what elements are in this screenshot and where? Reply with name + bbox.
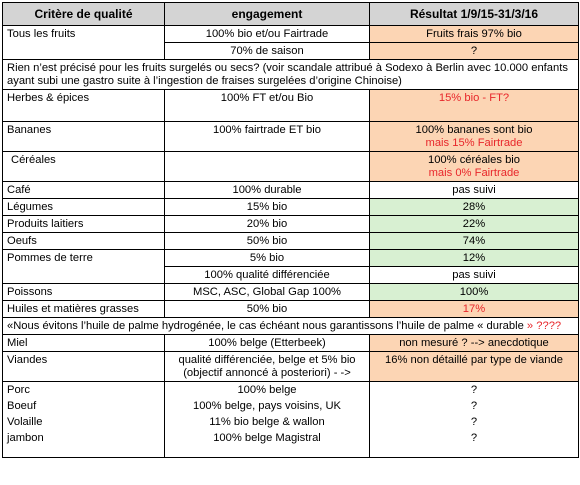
note-huile-questions: » ???? [523, 320, 562, 332]
label-oeufs: Oeufs [3, 233, 165, 250]
label-huiles: Huiles et matières grasses [3, 301, 165, 318]
row-fruits [3, 26, 579, 43]
label-jambon: jambon [3, 430, 165, 458]
res-bananes-line2: mais 15% Fairtrade [425, 137, 523, 149]
row-huiles [3, 301, 579, 318]
label-legumes: Légumes [3, 199, 165, 216]
eng-laitiers: 20% bio [165, 216, 370, 233]
eng-miel: 100% belge (Etterbeek) [165, 335, 370, 352]
res-bananes-line1: 100% bananes sont bio [415, 124, 533, 136]
eng-pommes-1: 5% bio [165, 250, 370, 267]
res-pommes-2: pas suivi [370, 267, 579, 284]
row-pommes [3, 250, 579, 267]
note-huile [3, 318, 579, 335]
label-fruits: Tous les fruits [3, 26, 165, 60]
res-jambon: ? [370, 430, 579, 458]
eng-cereales [165, 152, 370, 182]
label-viandes: Viandes [3, 352, 165, 382]
label-laitiers: Produits laitiers [3, 216, 165, 233]
eng-viandes: qualité différenciée, belge et 5% bio (objectif annoncé à posteriori) - -> [165, 352, 370, 382]
res-bananes [370, 122, 579, 152]
label-volaille: Volaille [3, 414, 165, 430]
row-volaille [3, 414, 579, 430]
eng-pommes-2: 100% qualité différenciée [165, 267, 370, 284]
res-laitiers: 22% [370, 216, 579, 233]
res-porc: ? [370, 382, 579, 399]
res-boeuf: ? [370, 398, 579, 414]
eng-jambon: 100% belge Magistral [165, 430, 370, 458]
eng-volaille: 11% bio belge & wallon [165, 414, 370, 430]
header-row [3, 3, 579, 26]
label-boeuf: Boeuf [3, 398, 165, 414]
res-oeufs: 74% [370, 233, 579, 250]
row-miel [3, 335, 579, 352]
row-poissons [3, 284, 579, 301]
res-herbes: 15% bio - FT? [370, 90, 579, 122]
label-pommes: Pommes de terre [3, 250, 165, 284]
eng-legumes: 15% bio [165, 199, 370, 216]
res-cereales [370, 152, 579, 182]
eng-boeuf: 100% belge, pays voisins, UK [165, 398, 370, 414]
eng-herbes: 100% FT et/ou Bio [165, 90, 370, 122]
label-cereales: Céréales [3, 152, 165, 182]
label-poissons: Poissons [3, 284, 165, 301]
res-huiles: 17% [370, 301, 579, 318]
row-note-huile [3, 318, 579, 335]
note-huile-text: «Nous évitons l’huile de palme hydrogénée, le cas échéant nous garantissons l’huile de palme « durable [7, 320, 524, 332]
res-miel: non mesuré ? --> anecdotique [370, 335, 579, 352]
note-fruits: Rien n’est précisé pour les fruits surgelés ou secs? (voir scandale attribué à Sodexo à Berlin avec 10.000 enfants ayant subi une gastro suite à l’ingestion de fraises surgelées d’origine Chinoise) [3, 60, 579, 90]
quality-table [2, 2, 579, 458]
row-boeuf [3, 398, 579, 414]
row-cereales [3, 152, 579, 182]
res-cafe: pas suivi [370, 182, 579, 199]
eng-cafe: 100% durable [165, 182, 370, 199]
res-viandes: 16% non détaillé par type de viande [370, 352, 579, 382]
header-engagement: engagement [165, 3, 370, 26]
eng-fruits-1: 100% bio et/ou Fairtrade [165, 26, 370, 43]
eng-poissons: MSC, ASC, Global Gap 100% [165, 284, 370, 301]
res-cereales-line1: 100% céréales bio [427, 154, 521, 166]
res-fruits-1: Fruits frais 97% bio [370, 26, 579, 43]
row-jambon [3, 430, 579, 458]
row-note-fruits [3, 60, 579, 90]
row-viandes [3, 352, 579, 382]
res-fruits-2: ? [370, 43, 579, 60]
label-cafe: Café [3, 182, 165, 199]
eng-porc: 100% belge [165, 382, 370, 399]
res-volaille: ? [370, 414, 579, 430]
row-legumes [3, 199, 579, 216]
row-cafe [3, 182, 579, 199]
row-porc [3, 382, 579, 399]
eng-bananes: 100% fairtrade ET bio [165, 122, 370, 152]
res-pommes-1: 12% [370, 250, 579, 267]
eng-oeufs: 50% bio [165, 233, 370, 250]
eng-fruits-2: 70% de saison [165, 43, 370, 60]
row-oeufs [3, 233, 579, 250]
res-cereales-line2: mais 0% Fairtrade [428, 167, 520, 179]
label-porc: Porc [3, 382, 165, 399]
header-result: Résultat 1/9/15-31/3/16 [370, 3, 579, 26]
header-criterion: Critère de qualité [3, 3, 165, 26]
row-herbes [3, 90, 579, 122]
label-miel: Miel [3, 335, 165, 352]
row-laitiers [3, 216, 579, 233]
label-bananes: Bananes [3, 122, 165, 152]
eng-huiles: 50% bio [165, 301, 370, 318]
res-legumes: 28% [370, 199, 579, 216]
label-herbes: Herbes & épices [3, 90, 165, 122]
res-poissons: 100% [370, 284, 579, 301]
row-bananes [3, 122, 579, 152]
